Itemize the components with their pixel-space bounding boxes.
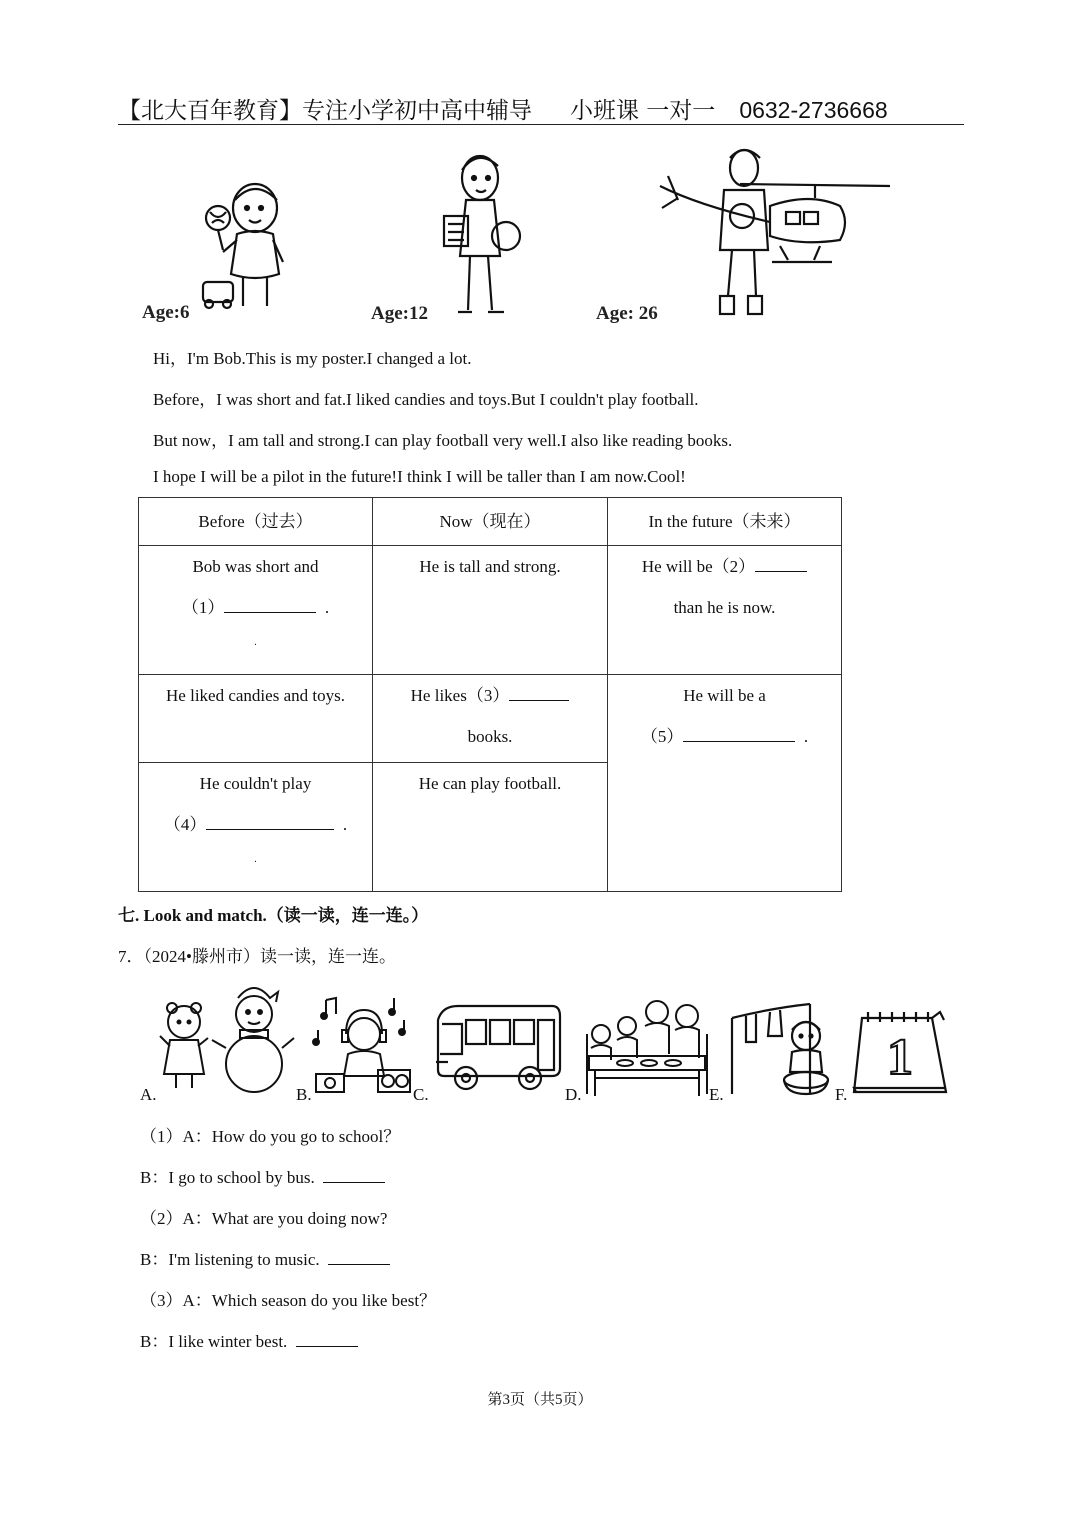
age-label-1: Age:6 [142,302,190,323]
header-phone: 0632-2736668 [739,97,888,123]
age-label-3: Age: 26 [596,303,658,324]
table-header-row [139,498,842,546]
cell-now-2: He likes（3） books. [373,675,608,763]
passage-line-3: But now，I am tall and strong.I can play football very well.I also like reading books. [153,431,733,450]
section-7-title: 七. Look and match.（读一读，连一连。） [118,906,429,925]
option-e-label: E. [709,1085,724,1104]
music-picture [312,990,416,1098]
cell-before-1: Bob was short and （1） . . [139,546,373,675]
boy-age-6-illustration [195,178,295,318]
cell-now-1: He is tall and strong. [373,546,608,675]
dialog-1-question: （1）A：How do you go to school？ [140,1127,401,1146]
answer-blank-2[interactable] [755,553,807,572]
match-blank-1[interactable] [323,1164,385,1183]
header-divider [118,124,964,125]
cell-future-1: He will be（2） than he is now. [608,546,842,675]
age-label-2: Age:12 [371,303,428,324]
comparison-table [138,497,842,892]
bus-picture [432,1002,564,1094]
calendar-picture [852,1004,952,1096]
passage-line-1: Hi，I'm Bob.This is my poster.I changed a lot. [153,349,472,368]
cell-future-2: He will be a （5） . [608,675,842,892]
cell-before-2: He liked candies and toys. [139,675,373,763]
washing-clothes-picture [726,998,838,1098]
question-7: 7．（2024•滕州市）读一读，连一连。 [118,947,396,966]
match-blank-2[interactable] [328,1246,390,1265]
table-row [139,675,842,763]
dialog-2-question: （2）A：What are you doing now? [140,1209,388,1228]
header-classes: 小班课 一对一 [570,98,716,124]
cell-now-3: He can play football. [373,763,608,892]
page-header [118,92,964,125]
passage-line-4: I hope I will be a pilot in the future!I think I will be taller than I am now.Cool! [153,467,686,486]
answer-blank-3[interactable] [509,682,569,701]
passage-line-2: Before，I was short and fat.I liked candies and toys.But I couldn't play football. [153,390,699,409]
header-before: Before（过去） [139,498,373,546]
match-blank-3[interactable] [296,1328,358,1347]
cell-before-3: He couldn't play （4） . . [139,763,373,892]
dialog-3-answer: B：I like winter best. [140,1327,358,1352]
option-a-label: A. [140,1085,157,1104]
page-number: 第3页（共5页） [487,1392,593,1408]
calendar-number: 1 [887,1029,913,1086]
table-row [139,546,842,675]
dialog-1-answer: B：I go to school by bus. [140,1163,385,1188]
snowman-picture [158,980,298,1095]
pilot-age-26-illustration [660,146,890,322]
answer-blank-5[interactable] [683,723,795,742]
answer-blank-4[interactable] [206,811,334,830]
answer-blank-1[interactable] [224,594,316,613]
option-b-label: B. [296,1085,312,1104]
family-dinner-picture [585,994,709,1098]
header-future: In the future（未来） [608,498,842,546]
boy-age-12-illustration [418,152,528,320]
dialog-3-question: （3）A：Which season do you like best？ [140,1291,437,1310]
option-c-label: C. [413,1085,429,1104]
option-f-label: F. [835,1085,848,1104]
header-org: 【北大百年教育】专注小学初中高中辅导 [118,98,532,124]
dialog-2-answer: B：I'm listening to music. [140,1245,390,1270]
header-now: Now（现在） [373,498,608,546]
option-d-label: D. [565,1085,582,1104]
